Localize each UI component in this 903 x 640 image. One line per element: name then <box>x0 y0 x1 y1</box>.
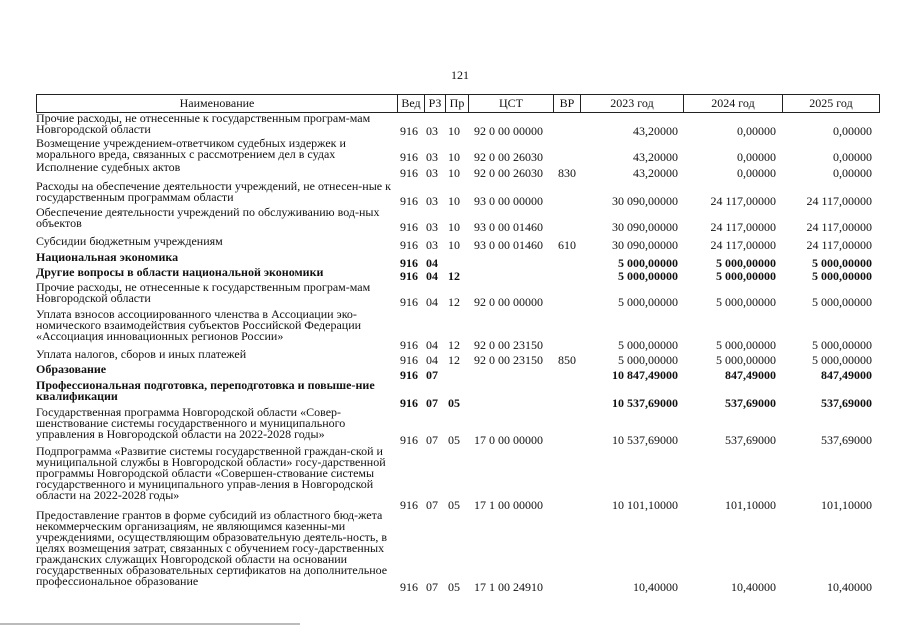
row-y2024: 0,00000 <box>737 166 776 180</box>
row-y2023: 43,20000 <box>633 150 678 164</box>
row-ved: 916 <box>400 166 418 180</box>
row-y2023: 10 537,69000 <box>612 433 678 447</box>
row-pr: 10 <box>448 166 460 180</box>
row-rz: 04 <box>426 353 438 367</box>
row-cst: 93 0 00 01460 <box>474 220 543 234</box>
row-cst: 92 0 00 26030 <box>474 166 543 180</box>
row-pr: 05 <box>448 396 460 410</box>
header-2024: 2024 год <box>684 95 783 112</box>
row-y2024: 0,00000 <box>737 124 776 138</box>
row-pr: 05 <box>448 498 460 512</box>
row-y2025: 24 117,00000 <box>806 220 872 234</box>
row-name: Национальная экономика <box>36 250 179 264</box>
header-vr: ВР <box>554 95 581 112</box>
row-cst: 92 0 00 23150 <box>474 338 543 352</box>
row-y2025: 24 117,00000 <box>806 238 872 252</box>
row-ved: 916 <box>400 580 418 594</box>
scan-edge-line <box>0 623 300 625</box>
page-number: 121 <box>451 68 469 82</box>
row-y2024: 847,49000 <box>725 368 776 382</box>
row-cst: 93 0 00 00000 <box>474 194 543 208</box>
row-ved: 916 <box>400 269 418 283</box>
row-cst: 93 0 00 01460 <box>474 238 543 252</box>
row-y2025: 24 117,00000 <box>806 194 872 208</box>
row-y2024: 101,10000 <box>725 498 776 512</box>
row-vr: 610 <box>558 238 576 252</box>
row-ved: 916 <box>400 396 418 410</box>
row-y2024: 24 117,00000 <box>710 220 776 234</box>
row-name: Прочие расходы, не отнесенные к государственным програм-мам Новгородской области <box>36 111 371 136</box>
row-rz: 03 <box>426 238 438 252</box>
row-y2025: 537,69000 <box>821 396 872 410</box>
row-ved: 916 <box>400 368 418 382</box>
row-y2024: 537,69000 <box>725 433 776 447</box>
row-ved: 916 <box>400 498 418 512</box>
row-pr: 10 <box>448 220 460 234</box>
row-cst: 92 0 00 23150 <box>474 353 543 367</box>
row-y2023: 30 090,00000 <box>612 238 678 252</box>
row-rz: 03 <box>426 150 438 164</box>
row-cst: 17 1 00 00000 <box>474 498 543 512</box>
row-ved: 916 <box>400 353 418 367</box>
row-name: Предоставление грантов в форме субсидий из областного бюд-жета некоммерческим организациям, не являющимся казенны-ми учреждениями, осуществляющим образовательную деятель-ность, в целях возмещения затрат, связанных с обучением госу-дарственных гражданских служащих Новгородской области на основании государственных образовательных сертификатов на дополнительное профессиональное образование <box>36 508 388 588</box>
row-y2025: 5 000,00000 <box>812 338 872 352</box>
row-rz: 04 <box>426 256 438 270</box>
row-cst: 92 0 00 00000 <box>474 295 543 309</box>
row-ved: 916 <box>400 238 418 252</box>
row-ved: 916 <box>400 194 418 208</box>
row-y2023: 10,40000 <box>633 580 678 594</box>
row-rz: 03 <box>426 220 438 234</box>
row-pr: 05 <box>448 433 460 447</box>
row-rz: 04 <box>426 269 438 283</box>
row-cst: 17 1 00 24910 <box>474 580 543 594</box>
row-cst: 92 0 00 00000 <box>474 124 543 138</box>
row-name: Подпрограмма «Развитие системы государственной граждан-ской и муниципальной службы в Новгородской области» госу-дарственной программы Новгородской области «Совершен-ствование системы государственного и муниципального управ-ления в Новгородской области на 2022-2028 годы» <box>36 444 386 502</box>
row-y2024: 5 000,00000 <box>716 256 776 270</box>
row-pr: 10 <box>448 150 460 164</box>
row-y2025: 0,00000 <box>833 124 872 138</box>
row-y2025: 537,69000 <box>821 433 872 447</box>
row-y2023: 5 000,00000 <box>618 295 678 309</box>
row-ved: 916 <box>400 338 418 352</box>
row-rz: 03 <box>426 124 438 138</box>
row-y2023: 5 000,00000 <box>618 338 678 352</box>
header-2025: 2025 год <box>809 96 853 110</box>
header-2023: 2023 год <box>581 95 684 112</box>
row-y2025: 0,00000 <box>833 166 872 180</box>
row-rz: 04 <box>426 338 438 352</box>
header-ved: Вед <box>398 95 425 112</box>
row-pr: 10 <box>448 124 460 138</box>
row-y2024: 5 000,00000 <box>716 269 776 283</box>
row-y2025: 5 000,00000 <box>812 256 872 270</box>
header-pr: Пр <box>446 95 469 112</box>
row-pr: 12 <box>448 295 460 309</box>
row-name: Образование <box>36 362 107 376</box>
row-pr: 10 <box>448 238 460 252</box>
row-name: Профессиональная подготовка, переподготовка и повыше-ние квалификации <box>36 378 375 403</box>
row-name: Уплата взносов ассоциированного членства в Ассоциации эко-номического взаимодействия субъектов Российской Федерации «Ассоциация инновационных регионов России» <box>36 307 362 343</box>
row-name: Обеспечение деятельности учреждений по обслуживанию вод-ных объектов <box>36 205 380 230</box>
row-name: Исполнение судебных актов <box>36 160 181 174</box>
row-vr: 850 <box>558 353 576 367</box>
header-cst: ЦСТ <box>469 95 554 112</box>
row-ved: 916 <box>400 433 418 447</box>
row-y2023: 10 537,69000 <box>612 396 678 410</box>
row-y2025: 10,40000 <box>827 580 872 594</box>
row-y2024: 5 000,00000 <box>716 353 776 367</box>
row-y2024: 24 117,00000 <box>710 238 776 252</box>
row-y2024: 0,00000 <box>737 150 776 164</box>
row-ved: 916 <box>400 150 418 164</box>
row-ved: 916 <box>400 124 418 138</box>
row-y2023: 10 847,49000 <box>612 368 678 382</box>
row-y2024: 24 117,00000 <box>710 194 776 208</box>
header-name: Наименование <box>37 95 398 112</box>
row-y2025: 5 000,00000 <box>812 295 872 309</box>
row-rz: 07 <box>426 396 438 410</box>
row-pr: 12 <box>448 269 460 283</box>
row-y2023: 43,20000 <box>633 166 678 180</box>
row-cst: 92 0 00 26030 <box>474 150 543 164</box>
row-name: Уплата налогов, сборов и иных платежей <box>36 347 247 361</box>
row-pr: 12 <box>448 338 460 352</box>
row-y2025: 5 000,00000 <box>812 353 872 367</box>
row-y2023: 5 000,00000 <box>618 353 678 367</box>
row-name: Расходы на обеспечение деятельности учреждений, не отнесен-ные к государственным программам области <box>36 179 391 204</box>
row-rz: 07 <box>426 498 438 512</box>
row-y2023: 5 000,00000 <box>618 256 678 270</box>
row-name: Государственная программа Новгородской области «Совер-шенствование системы государственного и муниципального управления в Новгородской области на 2022-2028 годы» <box>36 405 346 441</box>
row-y2023: 43,20000 <box>633 124 678 138</box>
row-y2025: 101,10000 <box>821 498 872 512</box>
row-rz: 03 <box>426 166 438 180</box>
row-y2025: 0,00000 <box>833 150 872 164</box>
row-y2023: 5 000,00000 <box>618 269 678 283</box>
row-y2023: 10 101,10000 <box>612 498 678 512</box>
row-rz: 03 <box>426 194 438 208</box>
row-y2023: 30 090,00000 <box>612 194 678 208</box>
row-cst: 17 0 00 00000 <box>474 433 543 447</box>
row-ved: 916 <box>400 220 418 234</box>
row-vr: 830 <box>558 166 576 180</box>
row-name: Возмещение учреждением-ответчиком судебных издержек и морального вреда, связанных с рассмотрением дел в судах <box>36 136 346 161</box>
row-rz: 04 <box>426 295 438 309</box>
row-name: Другие вопросы в области национальной экономики <box>36 265 324 279</box>
row-y2025: 5 000,00000 <box>812 269 872 283</box>
row-pr: 12 <box>448 353 460 367</box>
row-y2024: 5 000,00000 <box>716 295 776 309</box>
row-pr: 05 <box>448 580 460 594</box>
row-y2023: 30 090,00000 <box>612 220 678 234</box>
row-rz: 07 <box>426 368 438 382</box>
row-y2024: 10,40000 <box>731 580 776 594</box>
row-rz: 07 <box>426 433 438 447</box>
row-y2024: 537,69000 <box>725 396 776 410</box>
row-name: Субсидии бюджетным учреждениям <box>36 234 223 248</box>
header-rz: РЗ <box>425 95 446 112</box>
row-ved: 916 <box>400 295 418 309</box>
row-ved: 916 <box>400 256 418 270</box>
row-pr: 10 <box>448 194 460 208</box>
row-name: Прочие расходы, не отнесенные к государственным програм-мам Новгородской области <box>36 280 371 305</box>
row-y2024: 5 000,00000 <box>716 338 776 352</box>
row-rz: 07 <box>426 580 438 594</box>
row-y2025: 847,49000 <box>821 368 872 382</box>
